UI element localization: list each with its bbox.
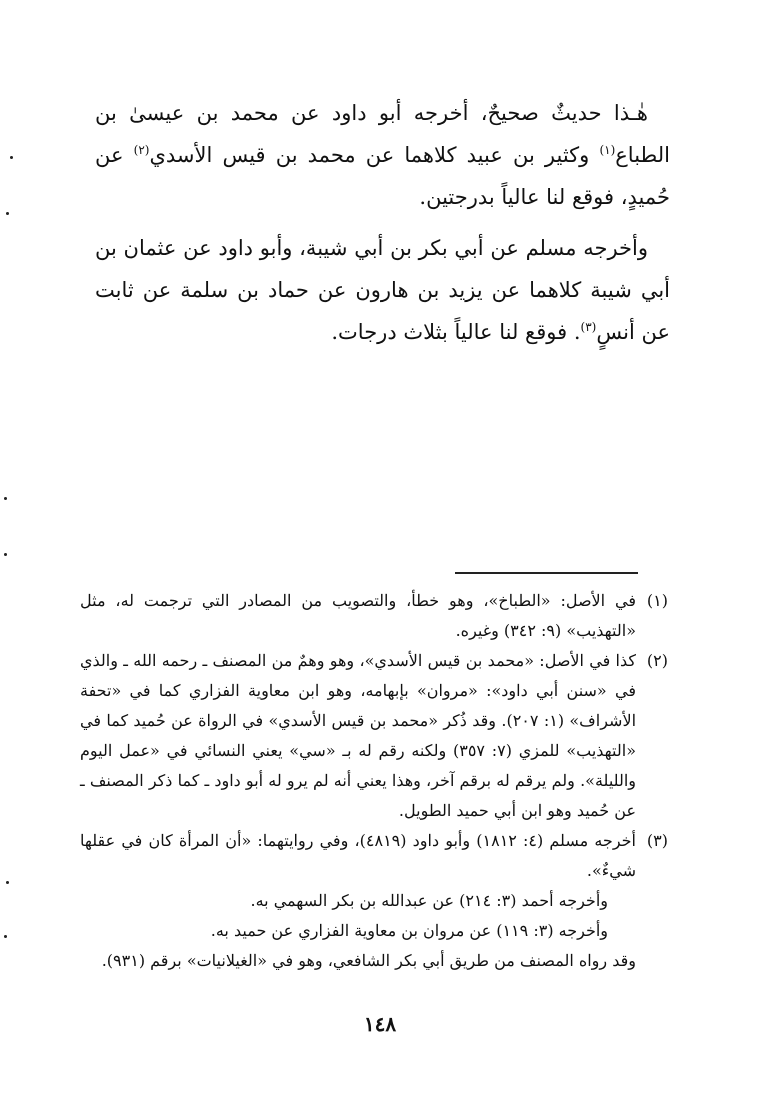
footnote-1 — [80, 586, 668, 646]
scan-mark — [4, 553, 7, 556]
footnote-text: أخرجه مسلم (٤: ١٨١٢) وأبو داود (٤٨١٩)، وفي روايتهما: «أن المرأة كان في عقلها شيءٌ». — [80, 831, 636, 880]
scan-mark — [10, 156, 13, 159]
footnote-3-line: وقد رواه المصنف من طريق أبي بكر الشافعي، وهو في «الغيلانيات» برقم (٩٣١). — [101, 951, 636, 970]
footnote-number: (٣) — [646, 831, 668, 850]
scan-mark — [4, 935, 7, 938]
page-number: ١٤٨ — [363, 1012, 397, 1036]
footnote-text: كذا في الأصل: «محمد بن قيس الأسدي»، وهو وهمٌ من المصنف ـ رحمه الله ـ والذي في «سنن أبي داود»: «مروان» بإبهامه، وهو ابن معاوية الفزاري كما في «تحفة الأشراف» (١: ٢٠٧). وقد ذُكر «محمد بن قيس الأسدي» في الرواة عن حُميد كما في «التهذيب» للمزي (٧: ٣٥٧) ولكنه رقم له بـ «سي» يعني النسائي في «عمل اليوم والليلة». ولم يرقم له برقم آخر، وهذا يعني أنه لم يرو له أبو داود ـ كما ذكر المصنف ـ عن حُميد وهو ابن أبي حميد الطويل. — [80, 651, 637, 820]
scan-mark — [6, 212, 9, 215]
footnote-ref-1[interactable]: (١) — [599, 143, 616, 157]
main-body-text — [95, 92, 670, 353]
footnote-2 — [80, 646, 668, 826]
footnote-text: في الأصل: «الطباخ»، وهو خطأ، والتصويب من المصادر التي ترجمت له، مثل «التهذيب» (٩: ٣٤٢) وغيره. — [80, 591, 636, 640]
main-paragraph-2 — [95, 227, 670, 353]
main-text-segment: وأخرجه مسلم عن أبي بكر بن أبي شيبة، وأبو داود عن عثمان بن أبي شيبة كلاهما عن يزيد بن هارون عن حماد بن سلمة عن ثابت عن أنسٍ — [95, 236, 670, 344]
footnote-number: (٢) — [646, 651, 668, 670]
footnotes-section — [80, 586, 668, 976]
main-text-segment: وكثير بن عبيد كلاهما عن محمد بن قيس الأسدي — [149, 143, 600, 167]
footnote-number: (١) — [646, 591, 668, 610]
scan-mark — [4, 497, 7, 500]
footnote-3-line: وأخرجه (٣: ١١٩) عن مروان بن معاوية الفزاري عن حميد به. — [210, 921, 608, 940]
main-text-segment: . فوقع لنا عالياً بثلاث درجات. — [331, 320, 581, 344]
footnote-ref-3[interactable]: (٣) — [580, 320, 597, 334]
footnote-ref-2[interactable]: (٢) — [133, 143, 150, 157]
main-text-segment: هٰـذا حديثٌ صحيحٌ، أخرجه أبو داود عن محمد بن عيسىٰ بن الطباع — [95, 101, 670, 167]
footnote-3 — [80, 826, 668, 886]
footnote-separator — [455, 572, 638, 574]
main-text-segment: عن حُميدٍ، فوقع لنا عالياً بدرجتين. — [95, 143, 670, 209]
main-paragraph-1 — [95, 92, 670, 218]
scan-mark — [6, 881, 9, 884]
footnote-3-line: وأخرجه أحمد (٣: ٢١٤) عن عبدالله بن بكر السهمي به. — [250, 891, 608, 910]
